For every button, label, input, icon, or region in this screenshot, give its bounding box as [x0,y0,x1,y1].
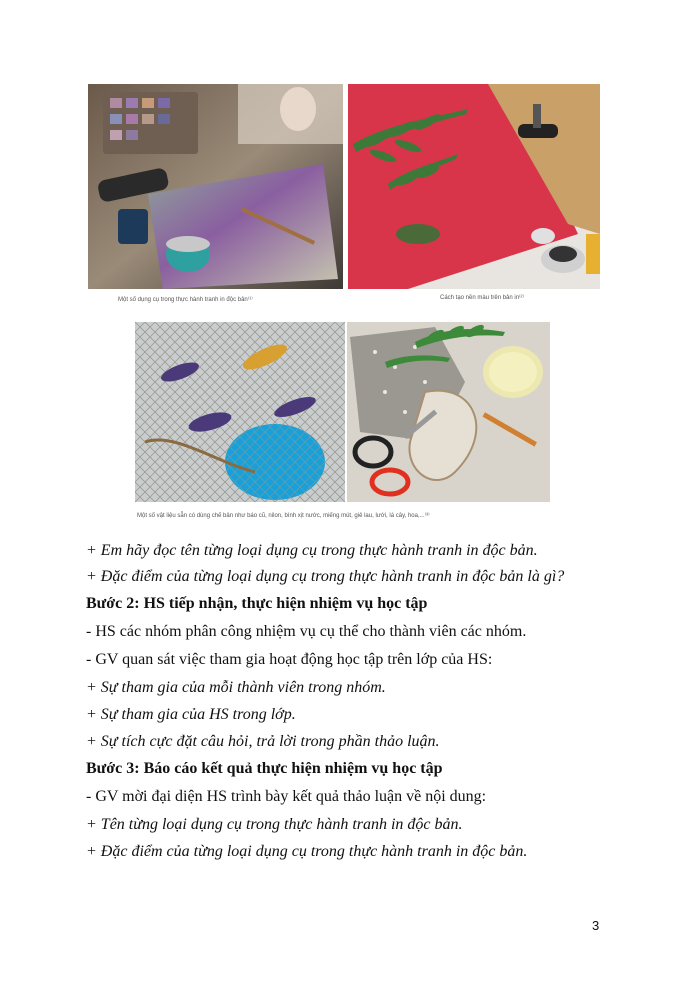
step-3-bullet-2: + Đặc điểm của từng loại dụng cụ trong thực hành tranh in độc bản. [86,843,528,860]
step-3-paragraph-1: - GV mời đại diện HS trình bày kết quả thảo luận về nội dung: [86,788,487,805]
page-number: 3 [592,918,600,933]
photo-color-background [348,84,600,289]
step-2-bullet-2: + Sự tham gia của HS trong lớp. [86,706,296,723]
step-2-paragraph-1: - HS các nhóm phân công nhiệm vụ cụ thể cho thành viên các nhóm. [86,623,527,640]
figure-caption-materials: Một số vật liệu sẵn có dùng chế bản như báo cũ, nilon, bình xịt nước, miếng mút, giẻ lau, lưới, lá cây, hoa,...⁽³⁾ [137,513,430,519]
photo-materials [135,322,550,502]
photo-printmaking-tools [88,84,343,289]
step-2-paragraph-2: - GV quan sát việc tham gia hoạt động học tập trên lớp của HS: [86,651,493,668]
step-3-heading: Bước 3: Báo cáo kết quả thực hiện nhiệm vụ học tập [86,760,443,777]
step-3-bullet-1: + Tên từng loại dụng cụ trong thực hành tranh in độc bản. [86,816,463,833]
step-2-bullet-1: + Sự tham gia của mỗi thành viên trong nhóm. [86,679,386,696]
step-2-bullet-3: + Sự tích cực đặt câu hỏi, trả lời trong phần thảo luận. [86,733,440,750]
figure-caption-background: Cách tạo nền màu trên bản in⁽²⁾ [440,295,524,301]
question-2: + Đặc điểm của từng loại dụng cụ trong thực hành tranh in độc bản là gì? [86,568,565,585]
step-2-heading: Bước 2: HS tiếp nhận, thực hiện nhiệm vụ học tập [86,595,428,612]
question-1: + Em hãy đọc tên từng loại dụng cụ trong thực hành tranh in độc bản. [86,542,538,559]
figure-caption-tools: Một số dụng cụ trong thực hành tranh in độc bản⁽¹⁾ [118,297,253,303]
